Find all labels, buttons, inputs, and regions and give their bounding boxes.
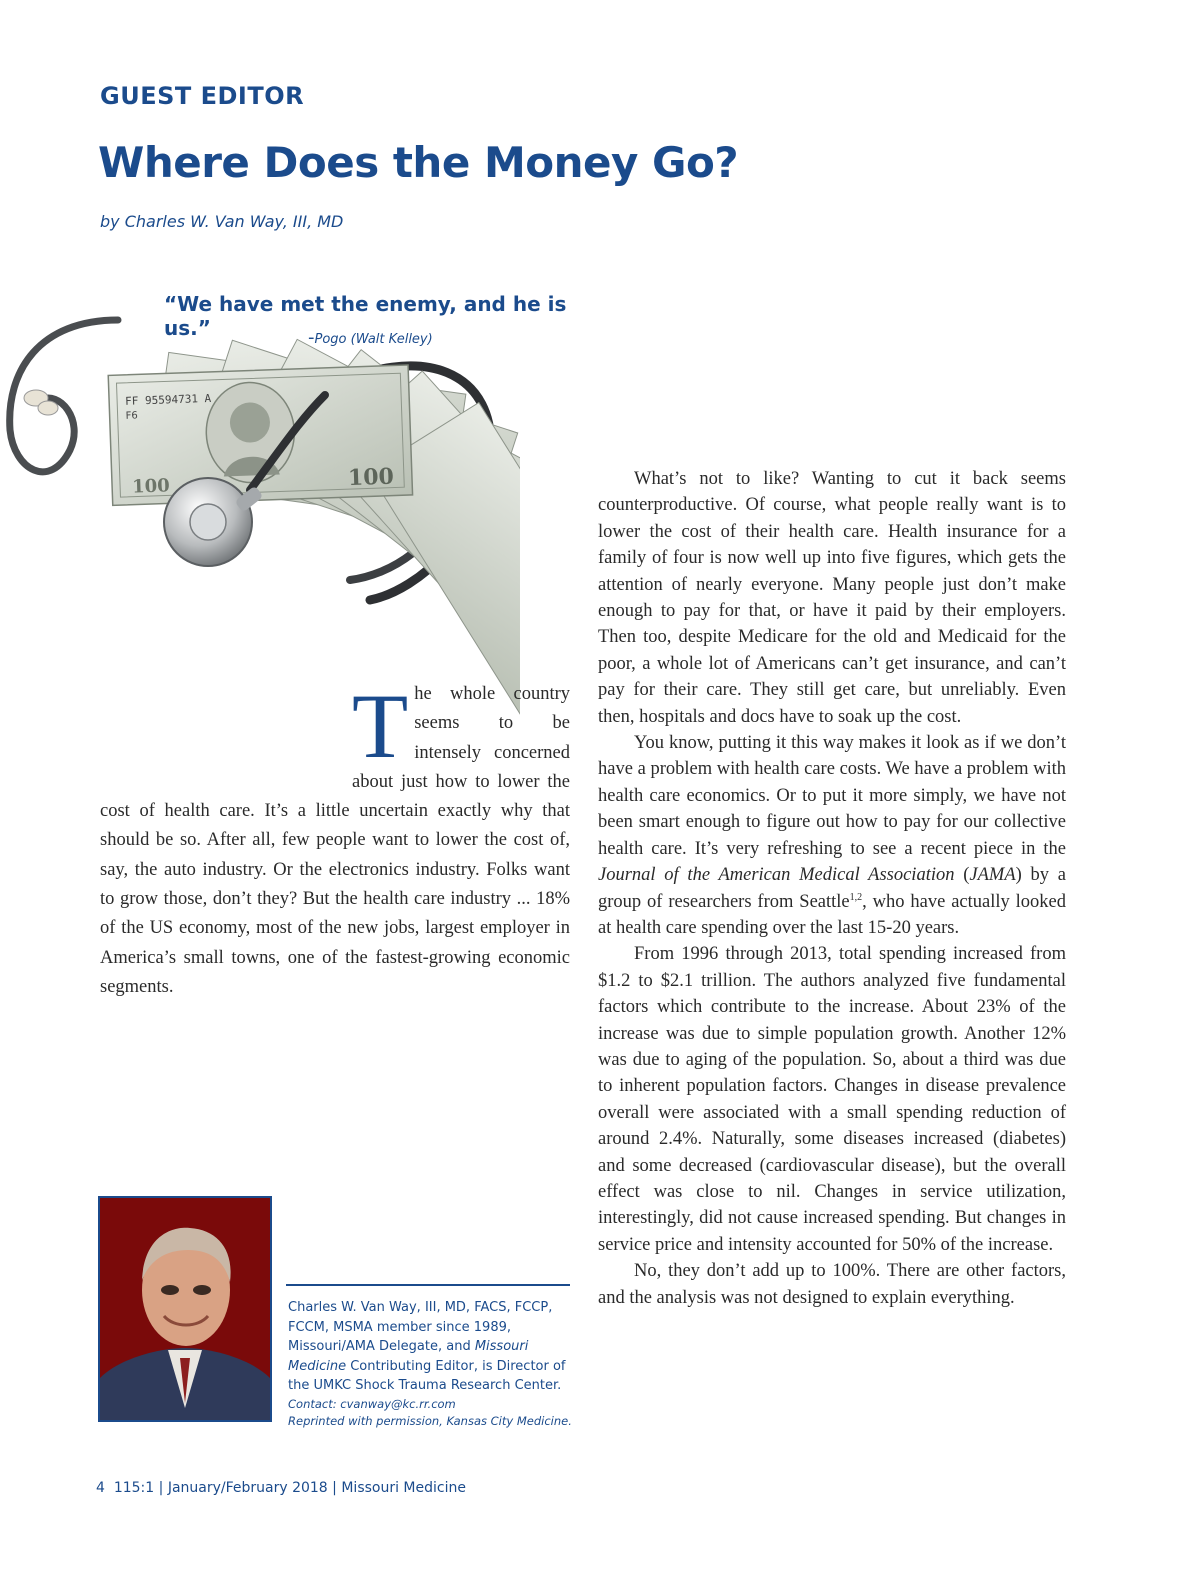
- author-photo: [98, 1196, 272, 1422]
- journal-abbrev: JAMA: [969, 865, 1016, 886]
- body-paragraph-3: From 1996 through 2013, total spending increased from $1.2 to $2.1 trillion. The authors analyzed five fundamental factors which contribute to the increase. About 23% of the increase was due to simple population growth. Another 12% was due to aging of the population. So, about a third was due to inherent population factors. Changes in disease prevalence overall were associated with a small spending reduction of around 2.4%. Naturally, some diseases increased (diabetes) and some decreased (cardiovascular disease), but the overall effect was close to nil. Changes in service utilization, interestingly, did not cause increased spending. But changes in service price and intensity accounted for 50% of the increase.: [598, 944, 1066, 1255]
- section-label: GUEST EDITOR: [100, 82, 305, 110]
- epigraph-attribution: [308, 327, 433, 348]
- attribution-dash: -: [308, 327, 315, 348]
- svg-text:F6: F6: [125, 410, 138, 422]
- reference-marker: 1,2: [849, 891, 863, 903]
- epigraph-quote: “We have met the enemy, and he is us.”: [164, 292, 567, 340]
- page-footer: 4 115:1 | January/February 2018 | Missouri Medicine: [96, 1480, 466, 1496]
- svg-text:100: 100: [347, 463, 395, 492]
- drop-cap: T: [352, 675, 409, 777]
- article-body: [598, 466, 1066, 1311]
- publication-name: Missouri Medicine: [341, 1480, 466, 1496]
- page-number: 4: [96, 1480, 105, 1496]
- volume-issue: 115:1: [113, 1480, 155, 1496]
- body-paragraph-2: You know, putting it this way makes it look as if we don’t have a problem with health care costs. We have a problem with health care economics. Or to put it more simply, we have not been smart enough to figure out how to pay for our collective health care. It’s very refreshing to see a recent piece in the Journal of the American Medical Association (JAMA) by a group of researchers from Seattle$^{1,2}$, who have actually looked at health care spending over the last 15-20 years.: [598, 733, 1067, 938]
- svg-text:FF 95594731 A: FF 95594731 A: [124, 391, 212, 408]
- illustration-spacer: [100, 680, 352, 768]
- svg-text:100: 100: [131, 475, 171, 498]
- article-title: Where Does the Money Go?: [98, 138, 739, 187]
- byline: by Charles W. Van Way, III, MD: [100, 212, 344, 231]
- journal-name: Journal of the American Medical Association: [598, 865, 955, 886]
- bio-divider: [286, 1284, 570, 1286]
- article-intro: [100, 675, 570, 1002]
- attribution-text: Pogo (Walt Kelley): [314, 332, 433, 347]
- body-paragraph-4: No, they don’t add up to 100%. There are other factors, and the analysis was not designed to explain everything.: [598, 1261, 1066, 1308]
- author-bio: Charles W. Van Way, III, MD, FACS, FCCP, FCCM, MSMA member since 1989, Missouri/AMA Delegate, and Missouri Medicine Contributing Editor, is Director of the UMKC Shock Trauma Research Center. Contact: cvanway@kc.rr.com Reprinted with permission, Kansas City Medicine.: [288, 1298, 578, 1430]
- body-paragraph-1: What’s not to like? Wanting to cut it back seems counterproductive. Of course, what people really want is to lower the cost of their health care. Health insurance for a family of four is now well up into five figures, which gets the attention of nearly everyone. Many people just don’t make enough to pay for that, or have it paid by their employers. Then too, despite Medicare for the old and Medicaid for the poor, a whole lot of Americans can’t get insurance, and can’t pay for their care. They still get care, but unreliably. Even then, hospitals and docs have to soak up the cost.: [598, 469, 1066, 727]
- author-contact: Contact: cvanway@kc.rr.com: [288, 1396, 456, 1411]
- intro-paragraph: he whole country seems to be intensely concerned about just how to lower the cost of health care. It’s a little uncertain exactly why that should be so. After all, few people want to lower the cost of, say, the auto industry. Or the electronics industry. Folks want to grow those, don’t they? But the health care industry ... 18% of the US economy, most of the new jobs, largest employer in America’s small towns, one of the fastest-growing economic segments.: [100, 684, 570, 997]
- issue-date: January/February 2018: [167, 1480, 328, 1496]
- bio-journal-name: Missouri Medicine: [288, 1339, 529, 1374]
- reprint-note: Reprinted with permission, Kansas City Medicine.: [288, 1413, 572, 1428]
